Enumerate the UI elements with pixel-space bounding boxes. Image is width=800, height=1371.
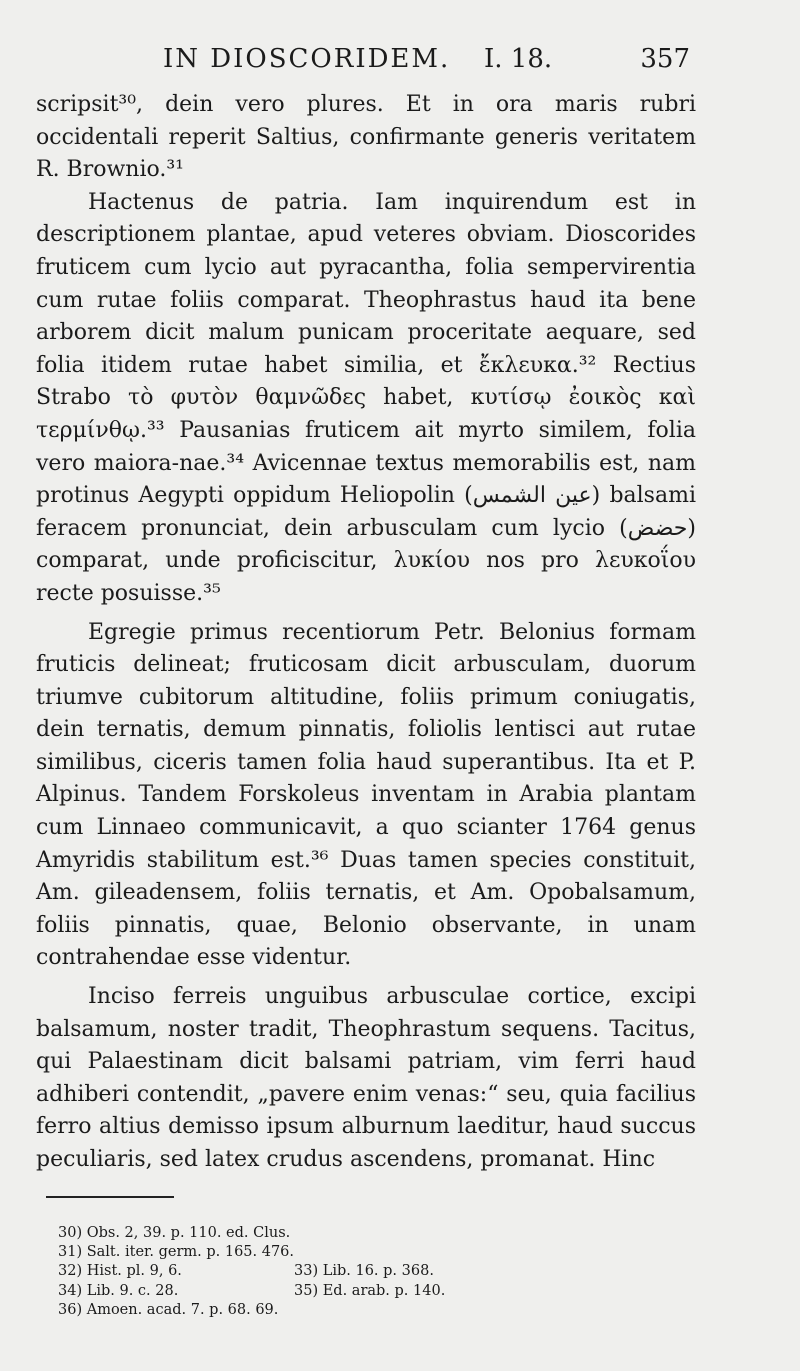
footnote-34: 34) Lib. 9. c. 28. bbox=[58, 1282, 179, 1299]
footnote-33: 33) Lib. 16. p. 368. bbox=[294, 1263, 434, 1280]
footnote-30: 30) Obs. 2, 39. p. 110. ed. Clus. bbox=[58, 1225, 291, 1241]
footnote-35: 35) Ed. arab. p. 140. bbox=[294, 1282, 446, 1299]
footnote-row bbox=[58, 1301, 618, 1320]
body-text bbox=[36, 89, 696, 1177]
page-number: 357 bbox=[640, 44, 690, 74]
paragraph-belonius: Egregie primus recentiorum Petr. Belonius formam fruticis delineat; fruticosam dicit arbusculam, duorum triumve cubitorum altitudine, foliis primum coniugatis, dein ternatis, demum pinnatis, foliolis lentisci aut rutae similibus, ciceris tamen folia haud superantibus. Ita et P. Alpinus. Tandem Forskoleus inventam in Arabia plantam cum Linnaeo communicavit, a quo scianter 1764 genus Amyridis stabilitum est.³⁶ Duas tamen species constituit, Am. gileadensem, foliis ternatis, et Am. Opobalsamum, foliis pinnatis, quae, Belonio observante, in unam contrahendae esse videntur. bbox=[36, 619, 696, 971]
footnote-32: 32) Hist. pl. 9, 6. bbox=[58, 1263, 182, 1280]
footnote-row bbox=[58, 1243, 618, 1262]
footnote-36: 36) Amoen. acad. 7. p. 68. 69. bbox=[58, 1301, 279, 1318]
paragraph-continuation: scripsit³⁰, dein vero plures. Et in ora maris rubri occidentali reperit Saltius, confirmante generis veritatem R. Brownio.³¹ bbox=[36, 92, 696, 183]
paragraph-inciso: Inciso ferreis unguibus arbusculae cortice, excipi balsamum, noster tradit, Theophrastum sequens. Tacitus, qui Palaestinam dicit balsami patriam, vim ferri haud adhiberi contendit, „pavere enim venas:“ seu, quia facilius ferro altius demisso ipsum alburnum laeditur, haud succus peculiaris, sed latex crudus ascendens, promanat. Hinc bbox=[36, 984, 696, 1172]
footnote-row bbox=[58, 1224, 618, 1243]
footnote-rule bbox=[46, 1196, 174, 1198]
footnote-31: 31) Salt. iter. germ. p. 165. 476. bbox=[58, 1244, 295, 1261]
footnotes bbox=[58, 1224, 618, 1320]
paragraph-patria: Hactenus de patria. Iam inquirendum est in descriptionem plantae, apud veteres obviam. Dioscorides fruticem cum lycio aut pyracantha, folia sempervirentia cum rutae foliis comparat. Theophrastus haud ita bene arborem dicit malum punicam proceritate aequare, sed folia itidem rutae habet similia, et ἔκλευκα.³² Rectius Strabo τὸ φυτὸν θαμνῶδες habet, κυτίσῳ ἐοικὸς καὶ τερμίνθῳ.³³ Pausanias fruticem ait myrto similem, folia vero maiora-nae.³⁴ Avicennae textus memorabilis est, nam protinus Aegypti oppidum Heliopolin (عين الشمس) balsami feracem pronunciat, dein arbusculam cum lycio (حضض) comparat, unde proficiscitur, λυκίου nos pro λευκοΐου recte posuisse.³⁵ bbox=[36, 189, 696, 606]
footnote-row bbox=[58, 1282, 618, 1301]
chapter-reference: I. 18. bbox=[484, 44, 553, 74]
footnote-row bbox=[58, 1262, 618, 1281]
running-title: IN DIOSCORIDEM. bbox=[163, 44, 451, 74]
running-head bbox=[0, 44, 800, 78]
